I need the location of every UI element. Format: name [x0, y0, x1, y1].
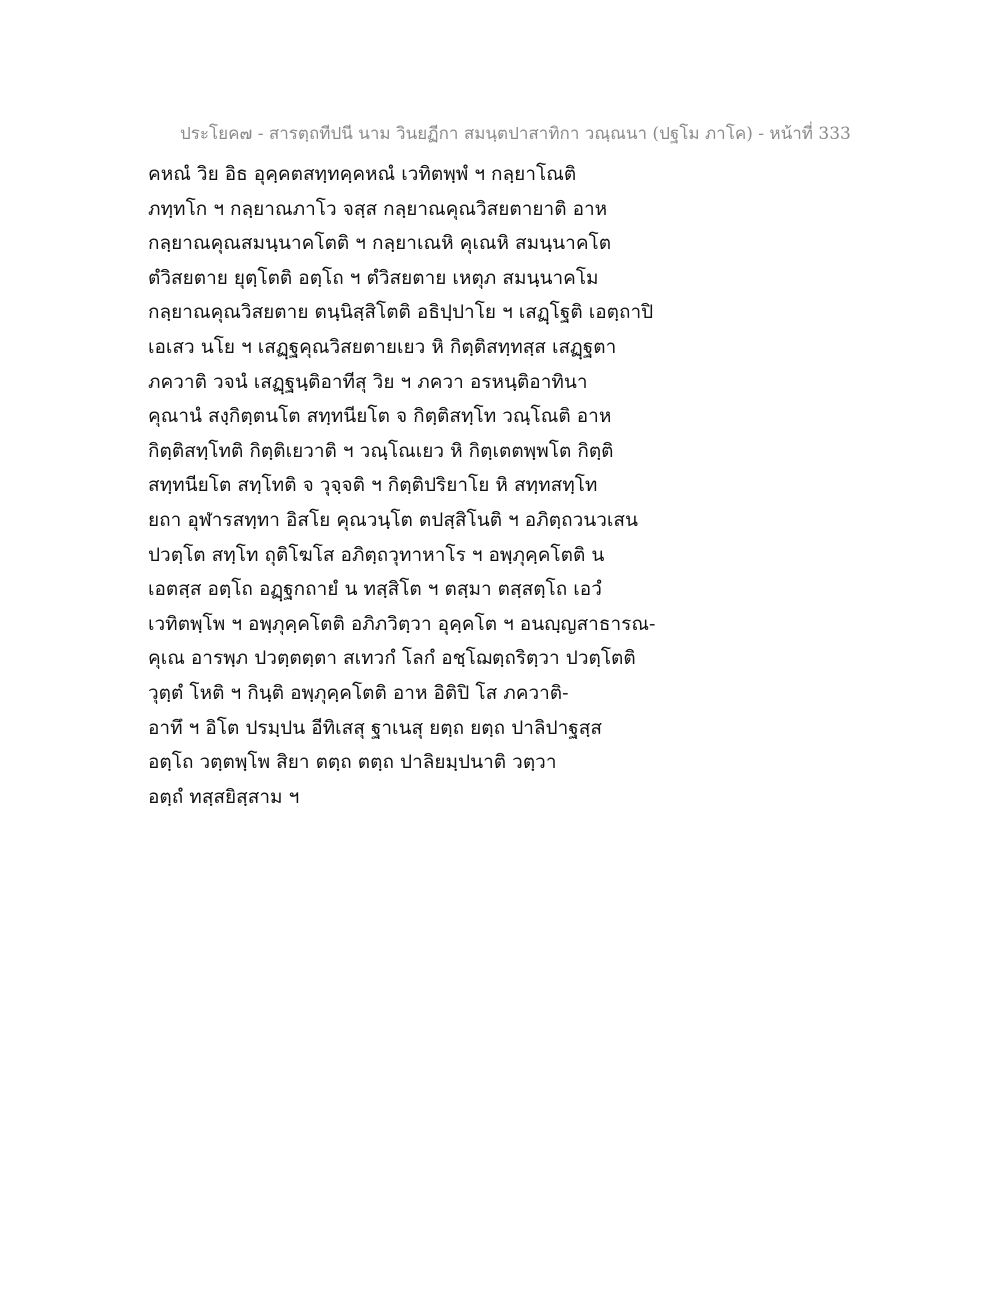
text-line: ภควาติ วจนํ เสฏฺฐนฺติอาทีสุ วิย ฯ ภควา อรหนฺติอาทินา	[148, 370, 588, 393]
text-line: ยถา อุฬารสทฺทา อิสโย คุณวนฺโต ตปสฺสิโนติ ฯ อภิตฺถวนวเสน	[148, 508, 638, 531]
text-line: เอตสฺส อตฺโถ อฏฺฐกถายํ น ทสฺสิโต ฯ ตสฺมา ตสฺสตฺโถ เอวํ	[148, 578, 602, 601]
text-line: กลฺยาณคุณวิสยตาย ตนฺนิสฺสิโตติ อธิปฺปาโย ฯ เสฏฺโฐติ เอตฺถาปิ	[148, 301, 654, 324]
text-line: อตฺโถ วตฺตพฺโพ สิยา ตตฺถ ตตฺถ ปาลิยมฺปนาติ วตฺวา	[148, 751, 557, 774]
text-line: คหณํ วิย อิธ อุคฺคตสทฺทคฺคหณํ เวทิตพฺพํ ฯ กลฺยาโณติ	[148, 163, 577, 185]
text-line: สทฺทนียโต สทฺโทติ จ วุจฺจติ ฯ กิตฺติปริยาโย หิ สทฺทสทฺโท	[148, 474, 598, 497]
text-line: กลฺยาณคุณสมนฺนาคโตติ ฯ กลฺยาเณหิ คุเณหิ สมนฺนาคโต	[148, 232, 612, 255]
body-text	[148, 157, 868, 814]
text-line: กิตฺติสทฺโทติ กิตฺติเยวาติ ฯ วณฺโณเยว หิ กิตฺเตตพฺพโต กิตฺติ	[148, 439, 614, 462]
text-line: เวทิตพฺโพ ฯ อพฺภุคฺคโตติ อภิภวิตฺวา อุคฺคโต ฯ อนญฺญสาธารณ-	[148, 612, 656, 635]
text-line: ภทฺทโก ฯ กลฺยาณภาโว จสฺส กลฺยาณคุณวิสยตายาติ อาห	[148, 197, 608, 220]
text-line: ปวตฺโต สทฺโท ถุติโฆโส อภิตฺถวุทาหาโร ฯ อพฺภุคฺคโตติ น	[148, 543, 605, 566]
text-line: วุตฺตํ โหติ ฯ กินฺติ อพฺภุคฺคโตติ อาห อิติปิ โส ภควาติ-	[148, 681, 569, 704]
text-line: ตํวิสยตาย ยุตฺโตติ อตฺโถ ฯ ตํวิสยตาย เหตุภ สมนฺนาคโม	[148, 266, 599, 289]
text-line: คุณานํ สงฺกิตฺตนโต สทฺทนียโต จ กิตฺติสทฺโท วณฺโณติ อาห	[148, 405, 612, 428]
text-line: คุเณ อารพฺภ ปวตฺตตฺตา สเทวกํ โลกํ อชฺโฌตฺถริตฺวา ปวตฺโตติ	[148, 647, 636, 670]
running-header: ประโยค๗ - สารตฺถทีปนี นาม วินยฏีกา สมนฺตปาสาทิกา วณฺณนา (ปฐโม ภาโค) - หน้าที่ 333	[180, 124, 851, 144]
text-line: อาทึ ฯ อิโต ปรมฺปน อีทิเสสุ ฐาเนสุ ยตฺถ ยตฺถ ปาลิปาฐสฺส	[148, 716, 602, 739]
text-line: เอเสว นโย ฯ เสฏฺฐคุณวิสยตายเยว หิ กิตฺติสทฺทสฺส เสฏฺฐตา	[148, 335, 617, 358]
text-line: อตฺถํ ทสฺสยิสฺสาม ฯ	[148, 785, 300, 808]
